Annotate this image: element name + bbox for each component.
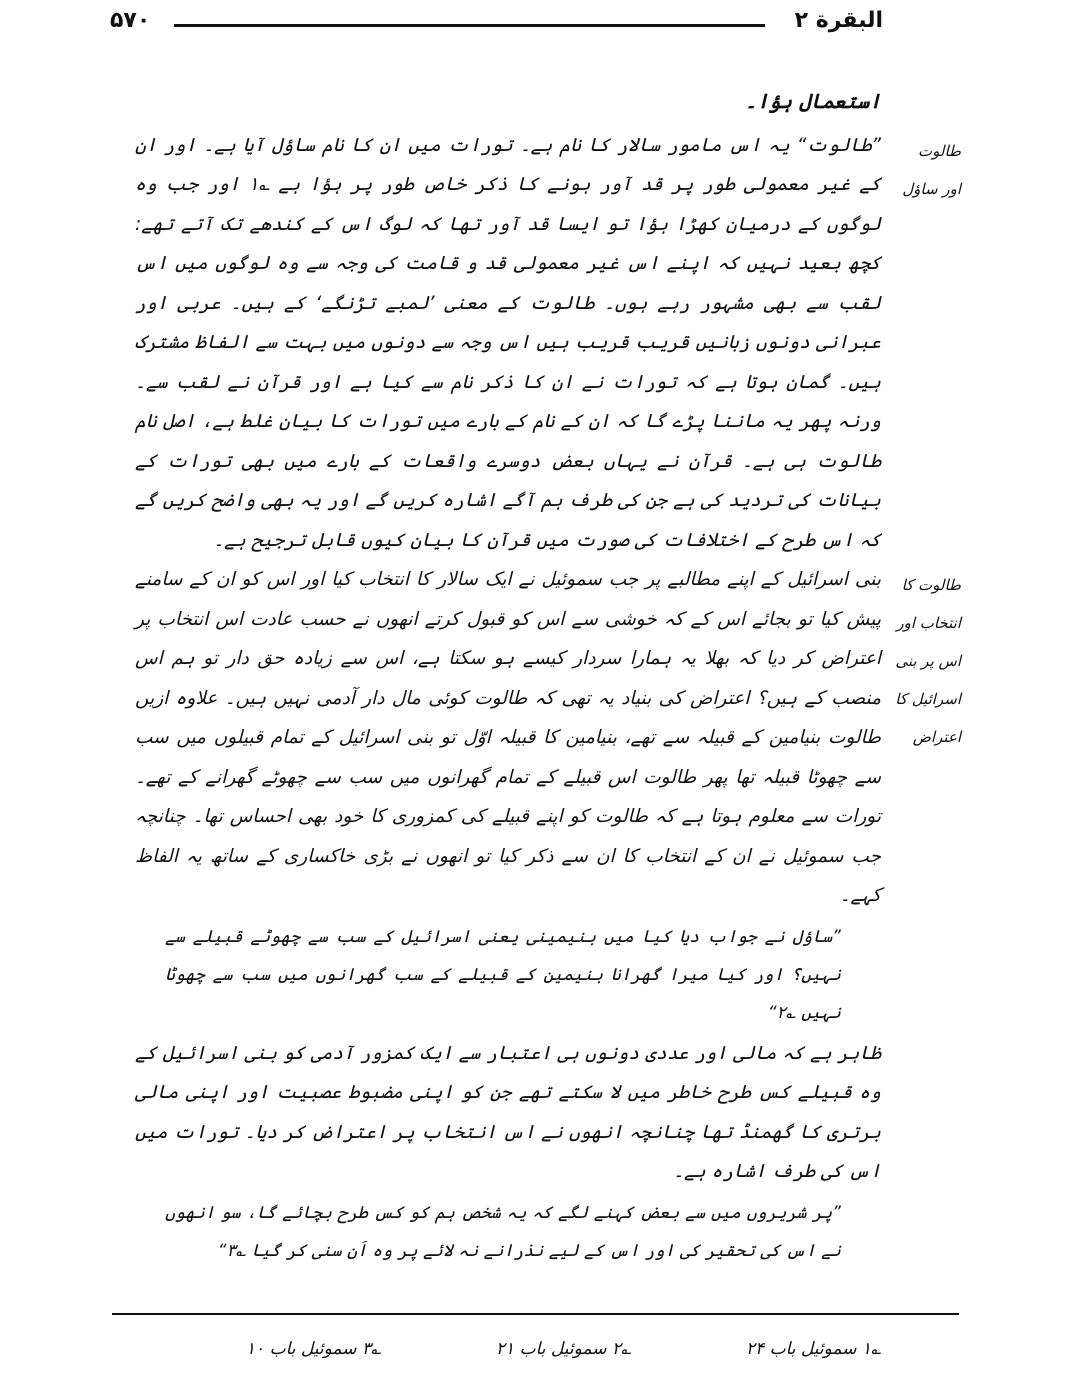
side-note-line: اور ساؤل	[902, 180, 961, 198]
side-note-taloot	[889, 132, 961, 208]
section-heading: استعمال ہؤا۔	[745, 89, 881, 113]
footnote: ؎۱ سموئیل باب ۲۴	[745, 1339, 881, 1359]
footnote: ؎۳ سموئیل باب ۱۰	[245, 1339, 381, 1359]
footnote: ؎۲ سموئیل باب ۲۱	[495, 1339, 631, 1359]
page-number: ۵۷۰	[110, 8, 151, 33]
footnotes	[161, 1338, 881, 1372]
side-note-line: اسرائیل کا	[895, 690, 961, 708]
surah-title: البقرة ٢	[794, 8, 883, 33]
side-note-line: طالوت	[918, 142, 961, 160]
paragraph: بنی اسرائیل کے اپنے مطالبے پر جب سموئیل نے ایک سالار کا انتخاب کیا اور اس کو ان کے سامنے پیش کیا تو بجائے اس کے کہ خوشی سے اس کو قبول کرتے انھوں نے حسب عادت اس انتخاب پر اعتراض کر دیا کہ بھلا یہ ہمارا سردار کیسے ہو سکتا ہے، اس سے زیادہ حق دار تو ہم اس منصب کے ہیں؟ اعتراض کی بنیاد یہ تھی کہ طالوت کوئی مال دار آدمی نہیں ہیں۔ علاوہ ازیں طالوت بنیامین کے قبیلہ سے تھے، بنیامین کا قبیلہ اوّل تو بنی اسرائیل کے تمام قبیلوں میں سب سے چھوٹا قبیلہ تھا پھر طالوت اس قبیلے کے تمام گھرانوں میں سب سے چھوٹے گھرانے کے تھے۔ تورات سے معلوم ہوتا ہے کہ طالوت کو اپنے قبیلے کی کمزوری کا خود بھی احساس تھا۔ چنانچہ جب سموئیل نے ان کے انتخاب کا ان سے ذکر کیا تو انھوں نے بڑی خاکساری کے ساتھ یہ الفاظ کہے۔	[135, 569, 881, 906]
side-note-line: اعتراض	[912, 728, 961, 746]
paragraph: ظاہر ہے کہ مالی اور عددی دونوں ہی اعتبار سے ایک کمزور آدمی کو بنی اسرائیل کے وہ قبیلے کس طرح خاطر میں لا سکتے تھے جن کو اپنی مضبوط عصبیت اور اپنی مالی برتری کا گھمنڈ تھا چنانچہ انھوں نے اس انتخاب پر اعتراض کر دیا۔ تورات میں اس کی طرف اشارہ ہے۔	[135, 1042, 881, 1182]
main-text	[135, 82, 881, 1272]
page-header	[110, 8, 883, 40]
footnote-rule	[112, 1313, 959, 1315]
quotation: ”پر شریروں میں سے بعض کہنے لگے کہ یہ شخص ہم کو کس طرح بچائے گا، سو انھوں نے اس کی تحقیر کی اور اس کے لیے نذرانے نہ لائے پر وہ اَن سنی کر گیا ؎۳“	[165, 1202, 841, 1261]
paragraph: ”طالوت“ یہ اس مامور سالار کا نام ہے۔ تورات میں ان کا نام ساؤل آیا ہے۔ اور ان کے غیر معمولی طور پر قد آور ہونے کا ذکر خاص طور پر ہؤا ہے ؎۱ اور جب وہ لوگوں کے درمیان کھڑا ہؤا تو ایسا قد آور تھا کہ لوگ اس کے کندھے تک آتے تھے: کچھ بعید نہیں کہ اپنے اس غیر معمولی قد و قامت کی وجہ سے وہ لوگوں میں اس لقب سے بھی مشہور رہے ہوں۔ طالوت کے معنی ’لمبے تڑنگے‘ کے ہیں۔ عربی اور عبرانی دونوں زبانیں قریب قریب ہیں اس وجہ سے دونوں میں بہت سے الفاظ مشترک ہیں۔ گمان ہوتا ہے کہ تورات نے ان کا ذکر نام سے کیا ہے اور قرآن نے لقب سے۔ ورنہ پھر یہ ماننا پڑے گا کہ ان کے نام کے بارے میں تورات کا بیان غلط ہے، اصل نام طالوت ہی ہے۔ قرآن نے یہاں بعض دوسرے واقعات کے بارے میں بھی تورات کے بیانات کی تردید کی ہے جن کی طرف ہم آگے اشارہ کریں گے اور یہ بھی واضح کریں گے کہ اس طرح کے اختلافات کی صورت میں قرآن کا بیان کیوں قابل ترجیح ہے۔	[135, 134, 882, 551]
side-note-line: انتخاب اور	[896, 614, 961, 632]
side-note-objection	[889, 566, 961, 756]
header-rule	[174, 24, 765, 27]
side-note-line: طالوت کا	[901, 576, 961, 594]
side-note-line: اس پر بنی	[895, 652, 961, 670]
quotation: ”ساؤل نے جواب دیا کیا میں بنیمینی یعنی اسرائیل کے سب سے چھوٹے قبیلے سے نہیں؟ اور کیا میرا گھرانا بنیمین کے قبیلے کے سب گھرانوں میں سب سے چھوٹا نہیں ؎۲“	[165, 926, 841, 1023]
